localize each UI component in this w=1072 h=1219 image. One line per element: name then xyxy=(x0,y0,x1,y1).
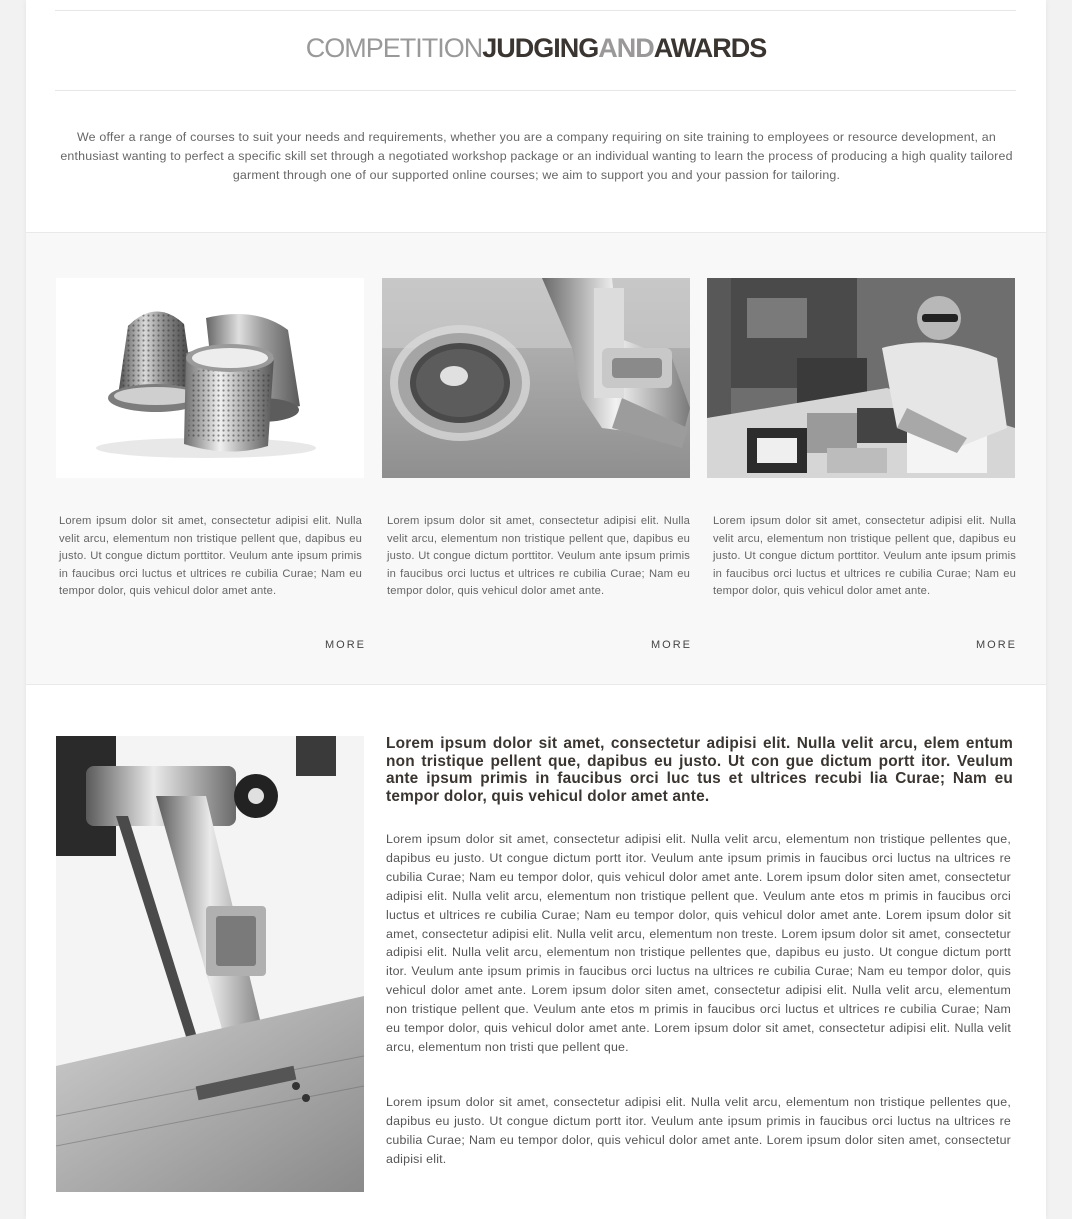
feature-paragraph-1: Lorem ipsum dolor sit amet, consectetur adipisi elit. Nulla velit arcu, elementum non tristique pellentes que, dapibus eu justo. Ut congue dictum portt itor. Veulum ante ipsum primis in faucibus orci luctus na ultrices re cubilia Curae; Nam eu tempor dolor, quis vehicul dolor amet ante. Lorem ipsum dolor siten amet, consectetur adipisi elit. Nulla velit arcu, elementum non tristique pellent que. Veulum ante etos m primis in faucibus orci luctus et ultrices re cubilia Curae; Nam eu tempor dolor, quis vehicul dolor amet ante. Lorem ipsum dolor sit amet, consectetur adipisi elit. Nulla velit arcu, elementum non treste. Lorem ipsum dolor sit amet, consectetur adipisi elit. Nulla velit arcu, elementum non tristique pellentes que, dapibus eu justo. Ut congue dictum portt itor. Veulum ante ipsum primis in faucibus orci luctus na ultrices re cubilia Curae; Nam eu tempor dolor, quis vehicul dolor amet ante. Lorem ipsum dolor siten amet, consectetur adipisi elit. Nulla velit arcu, elementum non tristique pellent que. Veulum ante etos m primis in faucibus orci luctus et ultrices re cubilia Curae; Nam eu tempor dolor, quis vehicul dolor amet ante. Lorem ipsum dolor sit amet, consectetur adipisi elit. Nulla velit arcu, elementum non tristi que pellent que. xyxy=(386,832,1011,1054)
course-card xyxy=(382,278,690,658)
header-top-divider xyxy=(55,10,1016,11)
card-description: Lorem ipsum dolor sit amet, consectetur adipisi elit. Nulla velit arcu, elementum non tristique pellent que, dapibus eu justo. Ut congue dictum porttitor. Veulum ante ipsum primis in faucibus orci luctus et ultrices re cubilia Curae; Nam eu tempor dolor, quis vehicul dolor amet ante. xyxy=(59,515,362,597)
page-title xyxy=(26,32,1046,64)
course-card xyxy=(707,278,1015,658)
more-link[interactable]: MORE xyxy=(976,639,1017,651)
course-card xyxy=(56,278,364,658)
header-bottom-divider xyxy=(55,90,1016,91)
sewing-machine-photo xyxy=(56,736,364,1192)
feature-lead: Lorem ipsum dolor sit amet, consectetur adipisi elit. Nulla velit arcu, elem entum non tristique pellent que, dapibus eu justo. Ut con gue dictum portt itor. Veulum ante ipsum primis in faucibus orci luc tus et ultrices recubi lia Curae; Nam eu tempor dolor, quis vehicul dolor amet ante. xyxy=(386,735,1013,805)
card-description: Lorem ipsum dolor sit amet, consectetur adipisi elit. Nulla velit arcu, elementum non tristique pellent que, dapibus eu justo. Ut congue dictum porttitor. Veulum ante ipsum primis in faucibus orci luctus et ultrices re cubilia Curae; Nam eu tempor dolor, quis vehicul dolor amet ante. xyxy=(387,515,690,597)
thimbles-photo[interactable] xyxy=(56,278,364,478)
more-link[interactable]: MORE xyxy=(651,639,692,651)
title-word-judging: JUDGING xyxy=(482,33,599,63)
more-link[interactable]: MORE xyxy=(325,639,366,651)
title-word-competition: COMPETITION xyxy=(305,33,483,63)
bobbin-presser-foot-photo[interactable] xyxy=(382,278,690,478)
tailor-cutting-photo[interactable] xyxy=(707,278,1015,478)
featured-cards-section xyxy=(26,232,1046,685)
intro-text: We offer a range of courses to suit your needs and requirements, whether you are a company requiring on site training to employees or resource development, an enthusiast wanting to perfect a specific skill set through a negotiated workshop package or an individual wanting to learn the process of producing a high quality tailored garment through one of our supported online courses; we aim to support you and your passion for tailoring. xyxy=(60,130,1013,182)
title-word-awards: AWARDS xyxy=(653,33,767,63)
feature-paragraph-2: Lorem ipsum dolor sit amet, consectetur adipisi elit. Nulla velit arcu, elementum non tristique pellentes que, dapibus eu justo. Ut congue dictum portt itor. Veulum ante ipsum primis in faucibus orci luctus na ultrices re cubilia Curae; Nam eu tempor dolor, quis vehicul dolor amet ante. Lorem ipsum dolor siten amet, consectetur adipisi elit. xyxy=(386,1095,1011,1166)
title-word-and: AND xyxy=(598,33,654,63)
card-description: Lorem ipsum dolor sit amet, consectetur adipisi elit. Nulla velit arcu, elementum non tristique pellent que, dapibus eu justo. Ut congue dictum porttitor. Veulum ante ipsum primis in faucibus orci luctus et ultrices re cubilia Curae; Nam eu tempor dolor, quis vehicul dolor amet ante. xyxy=(713,515,1016,597)
page-container xyxy=(26,0,1046,1219)
